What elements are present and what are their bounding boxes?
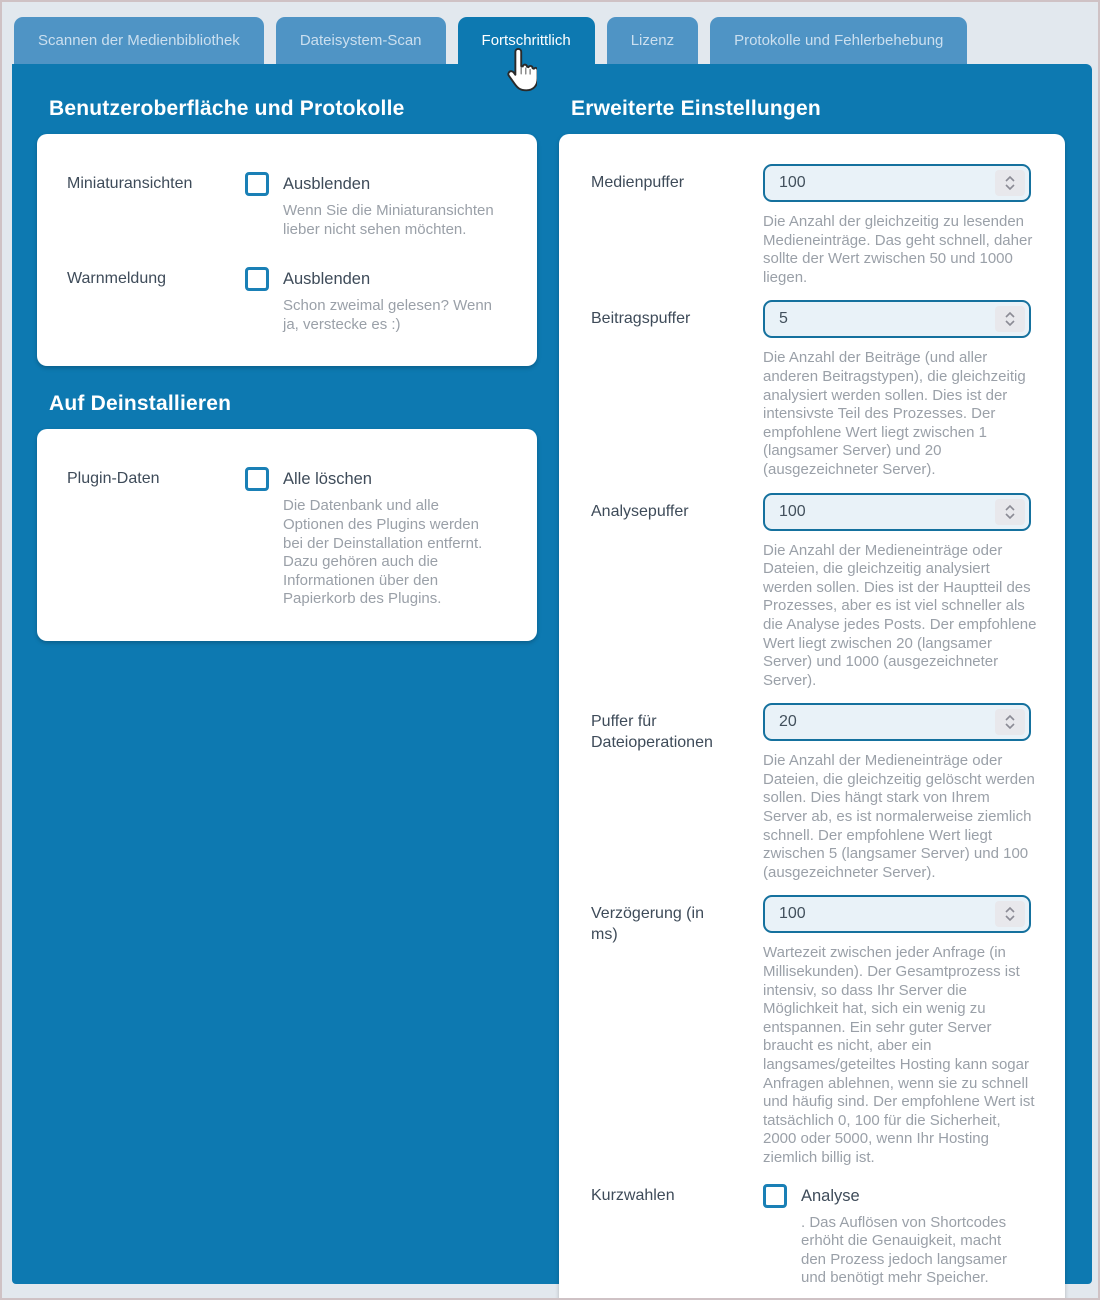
media-buffer-description: Die Anzahl der gleichzeitig zu lesenden Medieneinträge. Das geht schnell, daher sollte der Wert zwischen 50 und 1000 liegen. <box>763 213 1033 286</box>
setting-row-thumbnails <box>67 172 517 239</box>
shortcodes-analysis-description: . Das Auflösen von Shortcodes erhöht die Genauigkeit, macht den Prozess jedoch langsamer und benötigt mehr Speicher. <box>801 1213 1007 1287</box>
field-label-shortcodes: Kurzwahlen <box>591 1186 675 1204</box>
setting-row-media-buffer <box>591 164 1047 287</box>
setting-row-warning <box>67 267 517 334</box>
card-advanced-settings <box>559 134 1065 1300</box>
delay-stepper-icon[interactable] <box>995 901 1025 927</box>
setting-row-plugin-data <box>67 467 517 609</box>
hide-thumbnails-checkbox[interactable] <box>245 172 269 196</box>
hide-warning-label: Ausblenden <box>283 270 371 289</box>
delete-all-description: Die Datenbank und alle Optionen des Plugins werden bei der Deinstallation entfernt. Dazu gehören auch die Informationen über den Papierkorb des Plugins. <box>283 497 483 608</box>
delay-description: Wartezeit zwischen jeder Anfrage (in Millisekunden). Der Gesamtprozess ist intensiv, so dass Ihr Server die Möglichkeit hat, sich ein wenig zu entspannen. Ein sehr guter Server braucht es nicht, aber ein langsames/geteiltes Hosting kann sogar Anfragen ablehnen, wenn sie zu schnell und häufig sind. Der empfohlene Wert ist tatsächlich 0, 100 für die Sicherheit, 2000 oder 5000, wenn Ihr Hosting ziemlich billig ist. <box>763 944 1035 1166</box>
setting-row-file-ops-buffer <box>591 703 1047 882</box>
tab-bar <box>14 17 967 64</box>
field-label-file-ops-buffer: Puffer für Dateioperationen <box>591 713 713 752</box>
file-ops-buffer-stepper-icon[interactable] <box>995 709 1025 735</box>
file-ops-buffer-description: Die Anzahl der Medieneinträge oder Dateien, die gleichzeitig gelöscht werden sollen. Dies hängt stark von Ihrem Server ab, es ist normalerweise ziemlich schnell. Der empfohlene Wert liegt zwischen 5 (langsamer Server) und 100 (ausgezeichneter Server). <box>763 752 1035 881</box>
delay-input[interactable] <box>765 897 1029 931</box>
tab-license[interactable]: Lizenz <box>607 17 698 64</box>
field-label-delay: Verzögerung (in ms) <box>591 905 704 944</box>
field-label-thumbnails: Miniaturansichten <box>67 175 193 192</box>
field-label-posts-buffer: Beitragspuffer <box>591 310 691 328</box>
tab-media-library-scan[interactable]: Scannen der Medienbibliothek <box>14 17 264 64</box>
shortcodes-analysis-label: Analyse <box>801 1186 860 1205</box>
media-buffer-input[interactable] <box>765 166 1029 200</box>
settings-panel <box>12 64 1092 1287</box>
setting-row-shortcodes <box>591 1184 1047 1288</box>
field-label-warning: Warnmeldung <box>67 270 167 288</box>
hide-warning-checkbox[interactable] <box>245 267 269 291</box>
analysis-buffer-description: Die Anzahl der Medieneinträge oder Dateien, die gleichzeitig analysiert werden sollen. Dies ist der Hauptteil des Prozesses, aber es ist viel schneller als die Analyse jedes Posts. Der empfohlene Wert liegt zwischen 20 (langsamer Server) und 1000 (ausgezeichneter Server). <box>763 541 1037 689</box>
posts-buffer-stepper-icon[interactable] <box>995 306 1025 332</box>
card-uninstall <box>37 429 537 641</box>
section-title-uninstall: Auf Deinstallieren <box>49 392 232 416</box>
setting-row-analysis-buffer <box>591 493 1047 691</box>
tab-logs-troubleshooting[interactable]: Protokolle und Fehlerbehebung <box>710 17 967 64</box>
delete-all-label: Alle löschen <box>283 470 372 489</box>
setting-row-delay <box>591 895 1047 1167</box>
setting-row-posts-buffer <box>591 300 1047 479</box>
hide-warning-description: Schon zweimal gelesen? Wenn ja, verstecke es :) <box>283 297 493 333</box>
field-label-media-buffer: Medienpuffer <box>591 174 685 191</box>
shortcodes-analysis-checkbox[interactable] <box>763 1184 787 1208</box>
posts-buffer-input[interactable] <box>765 302 1029 336</box>
hide-thumbnails-description: Wenn Sie die Miniaturansichten lieber nicht sehen möchten. <box>283 202 494 238</box>
right-column <box>559 97 1065 1300</box>
tab-filesystem-scan[interactable]: Dateisystem-Scan <box>276 17 446 64</box>
delete-all-plugin-data-checkbox[interactable] <box>245 467 269 491</box>
file-ops-buffer-input[interactable] <box>765 705 1029 739</box>
section-title-ui-logs: Benutzeroberfläche und Protokolle <box>49 97 405 120</box>
section-title-advanced: Erweiterte Einstellungen <box>571 97 821 120</box>
field-label-analysis-buffer: Analysepuffer <box>591 502 689 520</box>
hide-thumbnails-label: Ausblenden <box>283 175 371 193</box>
left-column <box>37 97 537 641</box>
field-label-plugin-data: Plugin-Daten <box>67 470 160 488</box>
analysis-buffer-stepper-icon[interactable] <box>995 499 1025 525</box>
media-buffer-stepper-icon[interactable] <box>995 170 1025 196</box>
analysis-buffer-input[interactable] <box>765 495 1029 529</box>
card-ui-logs <box>37 134 537 366</box>
tab-advanced[interactable]: Fortschrittlich <box>458 17 595 64</box>
posts-buffer-description: Die Anzahl der Beiträge (und aller anderen Beitragstypen), die gleichzeitig analysiert werden sollen. Dies ist der intensivste Teil des Prozesses. Der empfohlene Wert liegt zwischen 1 (langsamer Server) und 20 (ausgezeichneter Server). <box>763 349 1026 478</box>
